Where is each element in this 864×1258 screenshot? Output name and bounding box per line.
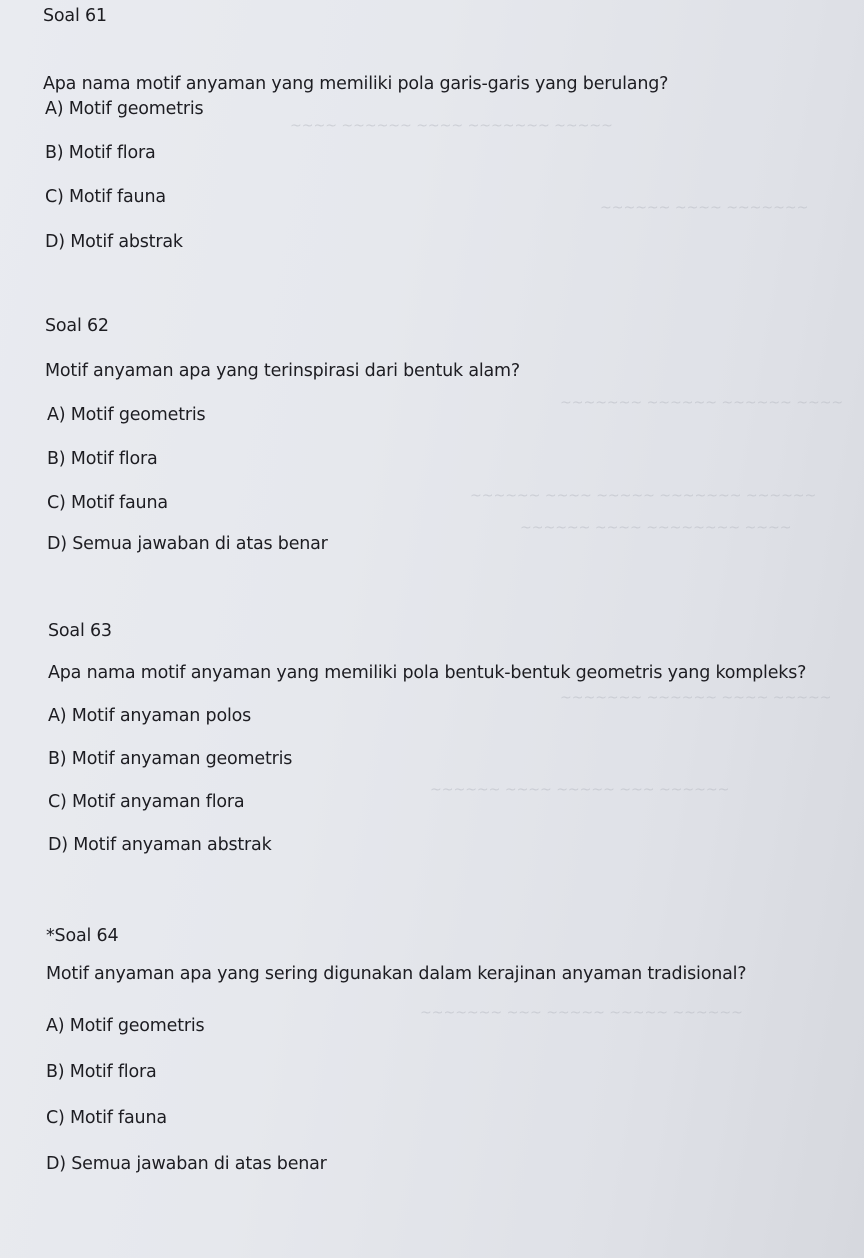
question-title: Soal 61: [43, 6, 107, 26]
option-c[interactable]: C) Motif fauna: [47, 493, 168, 513]
option-d[interactable]: D) Semua jawaban di atas benar: [47, 534, 328, 554]
bleed-through-text: ~~~~~~ ~~~~ ~~~~~ ~~~ ~~~~~~: [430, 782, 730, 798]
question-text: Apa nama motif anyaman yang memiliki pola bentuk-bentuk geometris yang kompleks?: [48, 663, 807, 683]
bleed-through-text: ~~~~~~~ ~~~~~~ ~~~~~~ ~~~~: [560, 395, 844, 411]
option-d[interactable]: D) Semua jawaban di atas benar: [46, 1154, 327, 1174]
option-a[interactable]: A) Motif anyaman polos: [48, 706, 252, 726]
option-c[interactable]: C) Motif fauna: [45, 187, 166, 207]
option-c[interactable]: C) Motif fauna: [46, 1108, 167, 1128]
option-d[interactable]: D) Motif abstrak: [45, 232, 183, 252]
question-title: Soal 63: [48, 621, 112, 641]
question-text: Motif anyaman apa yang sering digunakan dalam kerajinan anyaman tradisional?: [46, 964, 747, 984]
option-a[interactable]: A) Motif geometris: [45, 99, 204, 119]
option-b[interactable]: B) Motif flora: [47, 449, 158, 469]
bleed-through-text: ~~~~~~ ~~~~ ~~~~~ ~~~~~~~ ~~~~~~: [470, 488, 817, 504]
option-a[interactable]: A) Motif geometris: [46, 1016, 205, 1036]
question-title: Soal 62: [45, 316, 109, 336]
option-d[interactable]: D) Motif anyaman abstrak: [48, 835, 272, 855]
option-b[interactable]: B) Motif anyaman geometris: [48, 749, 293, 769]
option-c[interactable]: C) Motif anyaman flora: [48, 792, 245, 812]
question-text: Apa nama motif anyaman yang memiliki pola garis-garis yang berulang?: [43, 74, 669, 94]
option-a[interactable]: A) Motif geometris: [47, 405, 206, 425]
option-b[interactable]: B) Motif flora: [45, 143, 156, 163]
question-text: Motif anyaman apa yang terinspirasi dari bentuk alam?: [45, 361, 520, 381]
question-title: *Soal 64: [46, 926, 119, 946]
bleed-through-text: ~~~~ ~~~~~~ ~~~~ ~~~~~~~ ~~~~~: [290, 118, 613, 134]
bleed-through-text: ~~~~~~ ~~~~ ~~~~~~~~ ~~~~: [520, 520, 792, 536]
bleed-through-text: ~~~~~~~ ~~~ ~~~~~ ~~~~~ ~~~~~~: [420, 1005, 743, 1021]
option-b[interactable]: B) Motif flora: [46, 1062, 157, 1082]
bleed-through-text: ~~~~~~~ ~~~~~~ ~~~~ ~~~~~: [560, 690, 832, 706]
bleed-through-text: ~~~~~~ ~~~~ ~~~~~~~: [600, 200, 809, 216]
